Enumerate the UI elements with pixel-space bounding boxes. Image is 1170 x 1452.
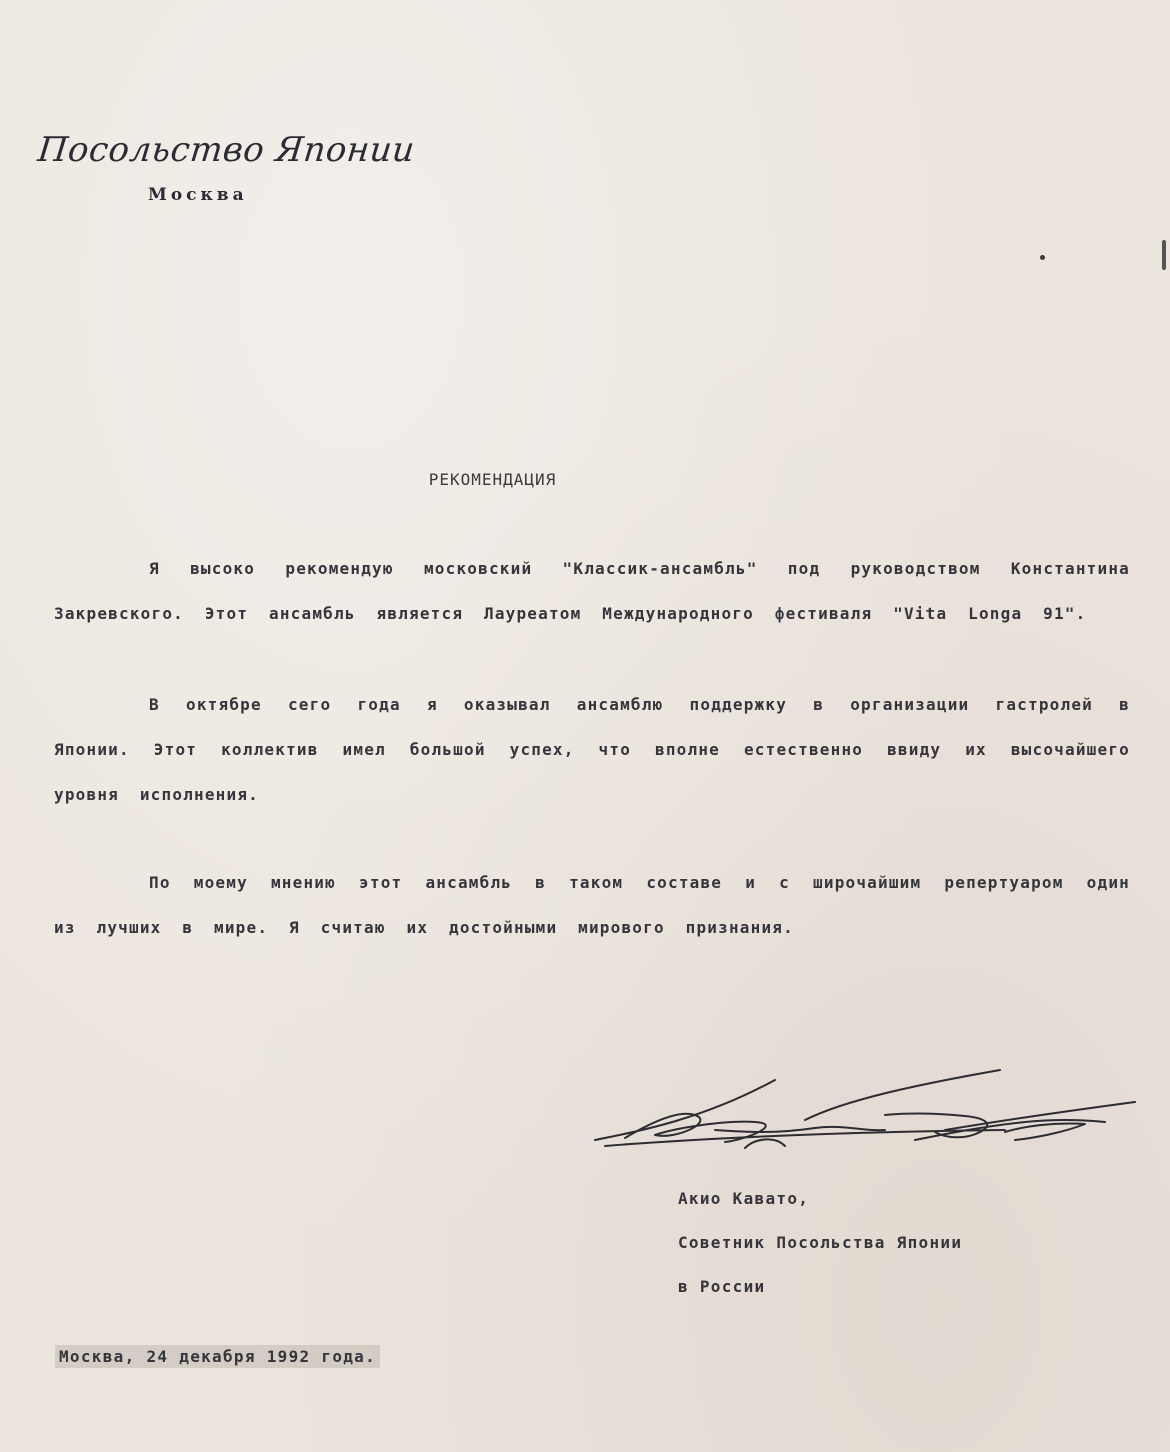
letterhead-embassy-name: Посольство Японии — [35, 130, 417, 170]
paragraph-2: В октябре сего года я оказывал ансамблю поддержку в организации гастролей в Японии. Этот коллектив имел большой успех, что вполне естественно ввиду их высочайшего уровня исполнения. — [54, 695, 1130, 804]
document-title: РЕКОМЕНДАЦИЯ — [428, 470, 557, 489]
paper-edge-mark — [1162, 240, 1166, 270]
paper-speck — [1040, 255, 1045, 260]
paragraph-3: По моему мнению этот ансамбль в таком составе и с широчайшим репертуаром один из лучших в мире. Я считаю их достойными мирового признания. — [54, 873, 1130, 937]
signer-block — [678, 1177, 962, 1309]
date-line: Москва, 24 декабря 1992 года. — [55, 1345, 380, 1368]
paragraph-1: Я высоко рекомендую московский "Классик-ансамбль" под руководством Константина Закревского. Этот ансамбль является Лауреатом Международного фестиваля "Vita Longa 91". — [54, 559, 1130, 623]
signer-country: в России — [678, 1277, 766, 1296]
letterhead-city: Москва — [148, 185, 248, 205]
signer-name: Акио Кавато, — [678, 1189, 810, 1208]
signer-position: Советник Посольства Японии — [678, 1233, 963, 1252]
paragraph-3-block — [54, 860, 1130, 950]
paragraph-1-block — [54, 546, 1130, 636]
paragraph-2-block — [54, 682, 1130, 817]
handwritten-signature — [585, 1060, 1145, 1170]
